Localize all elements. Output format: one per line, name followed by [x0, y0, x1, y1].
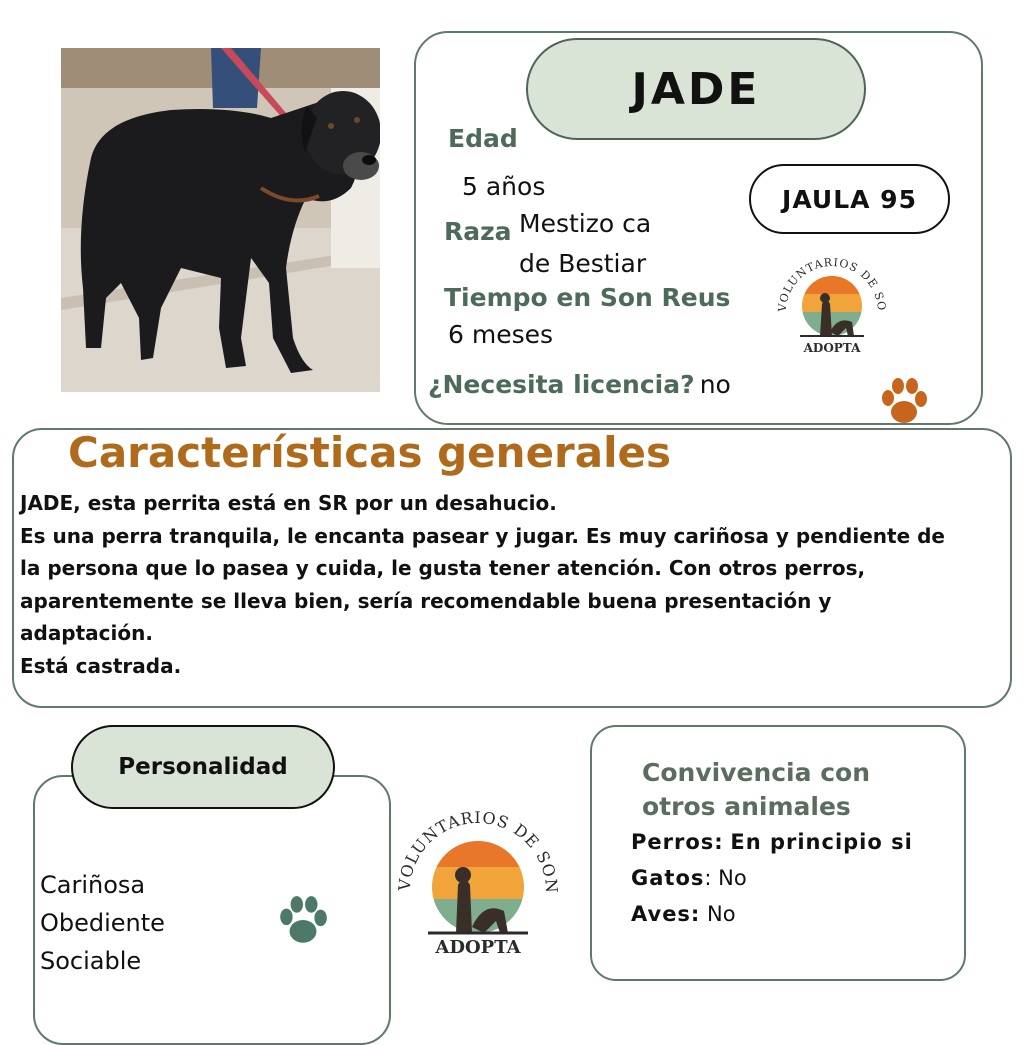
dogs-label: Perros:: [631, 830, 724, 854]
breed-value-line2: de Bestiar: [519, 249, 647, 278]
dog-photo: [61, 48, 380, 392]
coexistence-cats: [631, 866, 747, 890]
characteristics-line: la persona que lo pasea y cuida, le gusta tener atención. Con otros perros,: [20, 556, 866, 580]
paw-icon: [876, 374, 932, 430]
time-value: 6 meses: [448, 320, 554, 349]
age-value: 5 años: [462, 172, 546, 201]
paw-icon-green: [274, 892, 332, 950]
breed-value-line1: Mestizo ca: [519, 209, 652, 238]
logo-emblem-large: [392, 795, 564, 965]
characteristics-line: Es una perra tranquila, le encanta pasear y jugar. Es muy cariñosa y pendiente de: [20, 523, 945, 548]
logo-emblem: [772, 246, 892, 358]
paw-icon-orange: [876, 374, 932, 430]
logo-bottom-text: ADOPTA: [435, 937, 521, 958]
characteristics-body: [20, 487, 990, 682]
logo-emblem: [392, 795, 564, 965]
license-value: no: [699, 370, 731, 399]
dog-photo-illustration: [61, 48, 380, 392]
logo-emblem-small: [772, 246, 892, 358]
characteristics-line: aparentemente se lleva bien, sería recomendable buena presentación y: [20, 588, 832, 613]
dog-name: JADE: [526, 38, 866, 140]
time-label: Tiempo en Son Reus: [444, 283, 731, 312]
trait-item: Sociable: [40, 947, 142, 975]
coexistence-title-line2: otros animales: [642, 792, 851, 821]
coexistence-title: [642, 756, 870, 824]
personality-title: Personalidad: [71, 725, 335, 809]
logo-bottom-text: ADOPTA: [803, 341, 861, 355]
license-row: [428, 370, 731, 399]
logo-arc-text: VOLUNTARIOS DE SO: [775, 255, 889, 313]
trait-item: Obediente: [40, 909, 165, 937]
dogs-value: En principio si: [730, 830, 913, 854]
cats-value: : No: [704, 866, 747, 890]
cage-badge: JAULA 95: [749, 164, 950, 234]
personality-traits: [40, 866, 165, 980]
coexistence-title-line1: Convivencia con: [642, 758, 870, 787]
characteristics-line: adaptación.: [20, 621, 153, 645]
characteristics-line: Está castrada.: [20, 653, 182, 678]
characteristics-line: JADE, esta perrita está en SR por un desahucio.: [20, 491, 557, 515]
license-label: ¿Necesita licencia?: [428, 370, 695, 399]
coexistence-dogs: [631, 830, 913, 854]
cats-label: Gatos: [631, 866, 705, 890]
logo-arc-text: VOLUNTARIOS DE SON: [394, 807, 562, 895]
coexistence-birds: [631, 902, 736, 926]
trait-item: Cariñosa: [40, 871, 146, 899]
birds-value: No: [707, 902, 736, 926]
paw-icon: [274, 892, 332, 950]
characteristics-title: Características generales: [68, 428, 671, 477]
breed-label: Raza: [444, 217, 512, 246]
birds-label: Aves:: [631, 902, 701, 926]
age-label: Edad: [448, 124, 518, 153]
